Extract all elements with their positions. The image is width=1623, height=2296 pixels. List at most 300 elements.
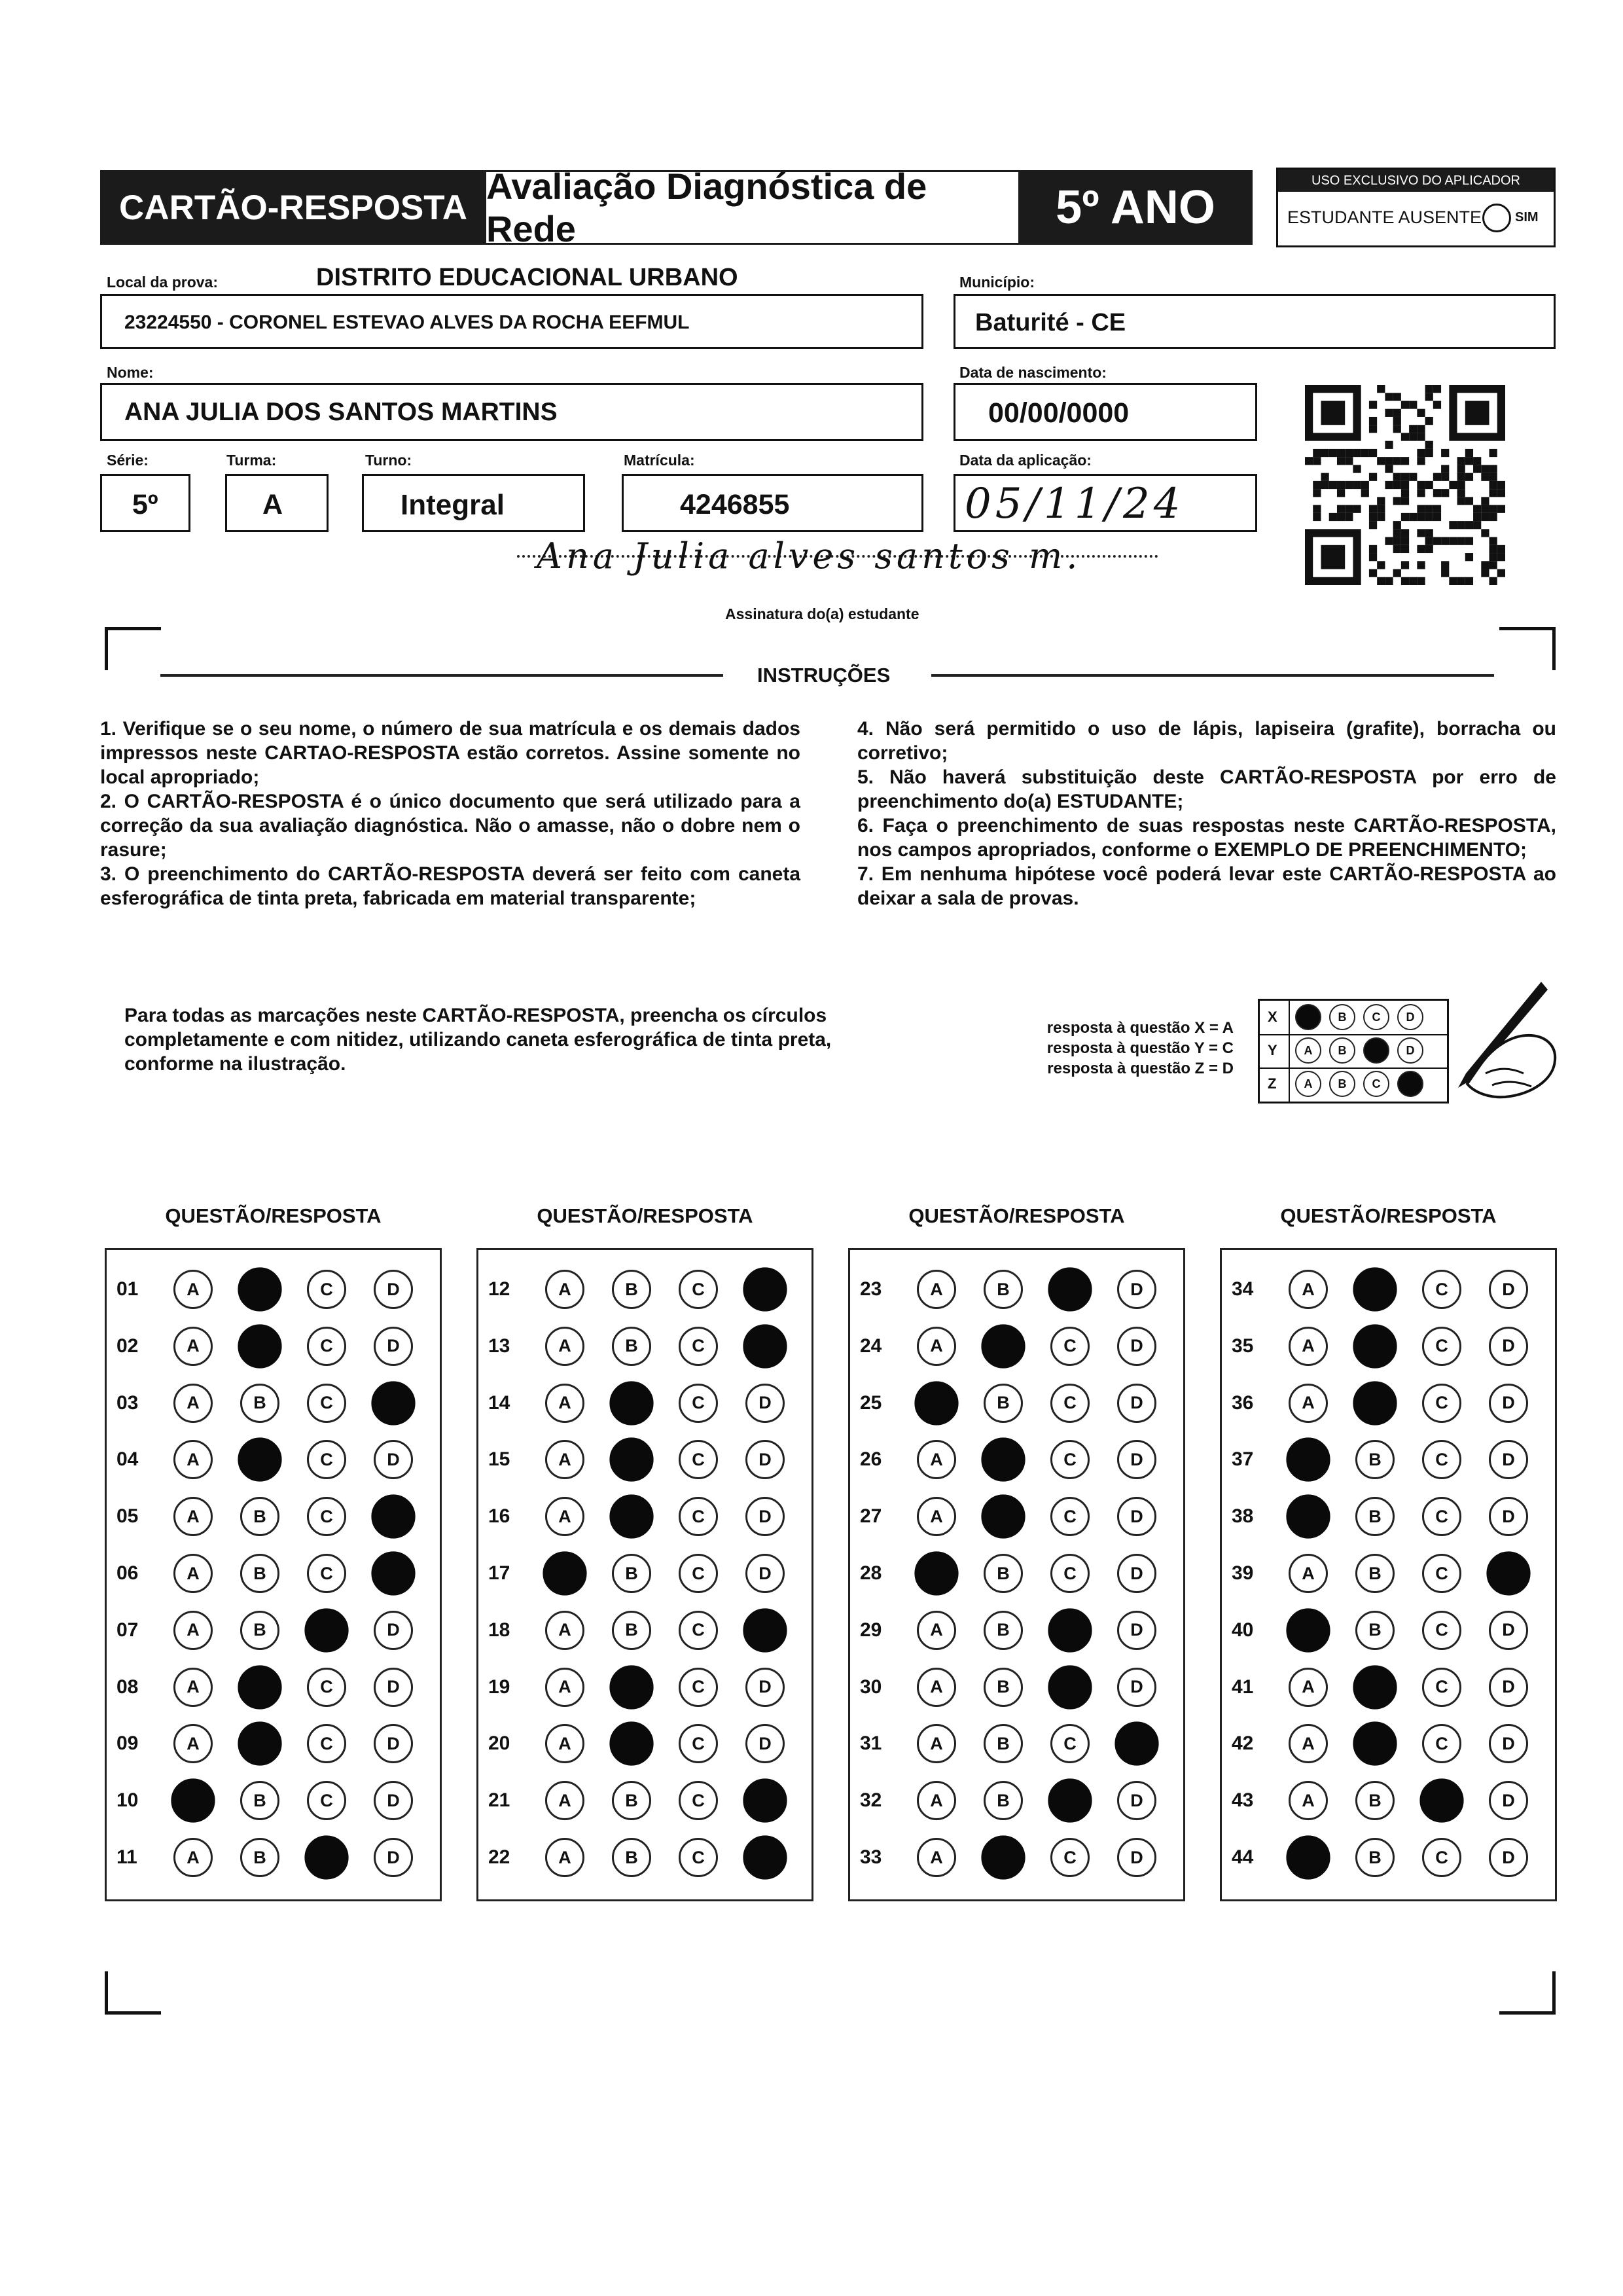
answer-bubble-c[interactable]: C xyxy=(307,1327,346,1366)
question-number: 03 xyxy=(116,1391,139,1414)
answer-bubble-b[interactable]: B xyxy=(612,1838,651,1877)
answer-bubble-c[interactable]: C xyxy=(1422,1554,1461,1593)
answer-bubble-a[interactable]: A xyxy=(173,1724,213,1763)
answer-bubble-c[interactable]: C xyxy=(679,1440,718,1479)
answer-bubble-a[interactable]: A xyxy=(1286,1438,1330,1482)
question-number: 26 xyxy=(860,1448,882,1471)
answer-bubble-c[interactable]: C xyxy=(1422,1838,1461,1877)
example-row-label: X xyxy=(1268,1009,1277,1025)
answer-bubble-c[interactable]: C xyxy=(1422,1270,1461,1309)
example-bubble-b: B xyxy=(1329,1004,1355,1030)
answer-bubble-c[interactable]: C xyxy=(304,1835,348,1879)
answer-bubble-a[interactable]: A xyxy=(917,1838,956,1877)
answer-bubble-d[interactable]: D xyxy=(374,1270,413,1309)
answer-bubble-b[interactable]: B xyxy=(1353,1324,1397,1368)
column-title: QUESTÃO/RESPOSTA xyxy=(165,1204,382,1227)
answer-bubble-d[interactable]: D xyxy=(1489,1440,1528,1479)
question-number: 20 xyxy=(488,1732,510,1755)
answer-bubble-b[interactable]: B xyxy=(612,1327,651,1366)
answer-bubble-b[interactable]: B xyxy=(612,1270,651,1309)
answer-bubble-d[interactable]: D xyxy=(1489,1497,1528,1536)
student-name: ANA JULIA DOS SANTOS MARTINS xyxy=(124,398,558,426)
instruction-item: 5. Não haverá substituição deste CARTÃO-RESPOSTA por erro de preenchimento do(a) ESTUDANTE; xyxy=(857,766,1556,812)
answer-bubble-d[interactable]: D xyxy=(371,1381,415,1425)
question-number: 25 xyxy=(860,1391,882,1414)
answer-bubble-b[interactable]: B xyxy=(609,1665,653,1709)
answer-bubble-b[interactable]: B xyxy=(984,1724,1023,1763)
answer-bubble-d[interactable]: D xyxy=(1489,1668,1528,1707)
answer-bubble-d[interactable]: D xyxy=(745,1384,785,1423)
answer-bubble-a[interactable]: A xyxy=(917,1781,956,1820)
answer-bubble-d[interactable]: D xyxy=(1117,1838,1156,1877)
answer-bubble-d[interactable]: D xyxy=(1117,1668,1156,1707)
question-number: 31 xyxy=(860,1732,882,1755)
answer-bubble-b[interactable]: B xyxy=(1355,1440,1395,1479)
answer-bubble-d[interactable]: D xyxy=(745,1440,785,1479)
answer-bubble-d[interactable]: D xyxy=(1486,1551,1530,1595)
shift-field xyxy=(362,474,585,532)
answer-bubble-a[interactable]: A xyxy=(914,1381,958,1425)
answer-bubble-c[interactable]: C xyxy=(1419,1779,1463,1823)
answer-bubble-b[interactable]: B xyxy=(981,1438,1025,1482)
column-title: QUESTÃO/RESPOSTA xyxy=(537,1204,753,1227)
absent-checkbox[interactable] xyxy=(1482,204,1511,232)
column-title: QUESTÃO/RESPOSTA xyxy=(1280,1204,1497,1227)
answer-bubble-c[interactable]: C xyxy=(307,1554,346,1593)
answer-bubble-b[interactable]: B xyxy=(984,1781,1023,1820)
answer-bubble-a[interactable]: A xyxy=(917,1668,956,1707)
answer-bubble-a[interactable]: A xyxy=(917,1724,956,1763)
answer-bubble-d[interactable]: D xyxy=(1117,1554,1156,1593)
answer-bubble-a[interactable]: A xyxy=(545,1724,584,1763)
answer-bubble-a[interactable]: A xyxy=(1289,1384,1328,1423)
answer-bubble-c[interactable]: C xyxy=(679,1497,718,1536)
question-number: 19 xyxy=(488,1676,510,1698)
answer-bubble-d[interactable]: D xyxy=(743,1324,787,1368)
answer-bubble-b[interactable]: B xyxy=(984,1384,1023,1423)
example-row-label: Z xyxy=(1268,1075,1277,1092)
instructions-left xyxy=(100,717,800,910)
answer-bubble-d[interactable]: D xyxy=(374,1611,413,1650)
question-number: 09 xyxy=(116,1732,139,1755)
answer-bubble-b[interactable]: B xyxy=(984,1270,1023,1309)
birthdate-field xyxy=(954,383,1257,441)
answer-bubble-c[interactable]: C xyxy=(307,1781,346,1820)
answer-bubble-a[interactable]: A xyxy=(545,1384,584,1423)
answer-bubble-a[interactable]: A xyxy=(917,1440,956,1479)
pen-hand-icon xyxy=(1407,975,1558,1106)
answer-bubble-c[interactable]: C xyxy=(1048,1267,1092,1311)
answer-bubble-a[interactable]: A xyxy=(1289,1270,1328,1309)
answer-bubble-b[interactable]: B xyxy=(984,1611,1023,1650)
answer-bubble-a[interactable]: A xyxy=(545,1838,584,1877)
answer-bubble-d[interactable]: D xyxy=(743,1779,787,1823)
qr-code xyxy=(1305,385,1505,585)
example-line: resposta à questão Z = D xyxy=(1047,1060,1234,1077)
answer-bubble-d[interactable]: D xyxy=(374,1440,413,1479)
answer-bubble-c[interactable]: C xyxy=(307,1384,346,1423)
answer-bubble-a[interactable]: A xyxy=(173,1384,213,1423)
answer-bubble-a[interactable]: A xyxy=(545,1270,584,1309)
application-date-value: 05/11/24 xyxy=(965,480,1185,528)
instruction-item: 4. Não será permitido o uso de lápis, lapiseira (grafite), borracha ou corretivo; xyxy=(857,718,1556,764)
example-col-divider xyxy=(1289,1001,1290,1102)
answer-bubble-c[interactable]: C xyxy=(304,1608,348,1652)
answer-bubble-c[interactable]: C xyxy=(1048,1608,1092,1652)
answer-bubble-d[interactable]: D xyxy=(745,1668,785,1707)
series-value: 5º xyxy=(132,489,158,520)
example-bubble-c: C xyxy=(1363,1071,1389,1097)
answer-bubble-b[interactable]: B xyxy=(240,1781,279,1820)
answer-bubble-c[interactable]: C xyxy=(1422,1440,1461,1479)
answer-bubble-a[interactable]: A xyxy=(545,1440,584,1479)
answer-bubble-a[interactable]: A xyxy=(545,1781,584,1820)
question-number: 16 xyxy=(488,1505,510,1528)
answer-bubble-b[interactable]: B xyxy=(240,1497,279,1536)
answer-bubble-d[interactable]: D xyxy=(1117,1270,1156,1309)
answer-bubble-b[interactable]: B xyxy=(1353,1665,1397,1709)
answer-bubble-c[interactable]: C xyxy=(1050,1327,1090,1366)
example-bubble-d: D xyxy=(1397,1071,1423,1097)
absent-label: ESTUDANTE AUSENTE xyxy=(1287,207,1482,227)
answer-bubble-a[interactable]: A xyxy=(1289,1724,1328,1763)
series-label: Série: xyxy=(107,452,149,469)
question-number: 34 xyxy=(1232,1278,1254,1300)
answer-bubble-a[interactable]: A xyxy=(1286,1608,1330,1652)
example-bubble-a: A xyxy=(1295,1037,1321,1064)
question-number: 35 xyxy=(1232,1335,1254,1357)
student-signature: Ana Julia alves santos m. xyxy=(537,535,1082,577)
answer-bubble-b[interactable]: B xyxy=(609,1722,653,1766)
answer-bubble-b[interactable]: B xyxy=(238,1267,281,1311)
question-number: 23 xyxy=(860,1278,882,1300)
answer-bubble-c[interactable]: C xyxy=(679,1554,718,1593)
birthdate-label: Data de nascimento: xyxy=(959,364,1107,381)
application-date-field xyxy=(954,474,1257,532)
answer-bubble-b[interactable]: B xyxy=(612,1781,651,1820)
answer-bubble-a[interactable]: A xyxy=(1289,1781,1328,1820)
fill-note: Para todas as marcações neste CARTÃO-RESPOSTA, preencha os círculos completamente e com nitidez, utilizando caneta esferográfica de tinta preta, conforme na ilustração. xyxy=(124,1005,832,1075)
grade-badge: 5º ANO xyxy=(1018,170,1253,245)
question-number: 24 xyxy=(860,1335,882,1357)
answer-bubble-b[interactable]: B xyxy=(1355,1554,1395,1593)
answer-bubble-b[interactable]: B xyxy=(1355,1497,1395,1536)
answer-bubble-c[interactable]: C xyxy=(307,1724,346,1763)
answer-bubble-a[interactable]: A xyxy=(543,1551,586,1595)
answer-bubble-c[interactable]: C xyxy=(1422,1384,1461,1423)
enrollment-label: Matrícula: xyxy=(624,452,695,469)
answer-bubble-a[interactable]: A xyxy=(173,1554,213,1593)
answer-bubble-b[interactable]: B xyxy=(240,1554,279,1593)
answer-bubble-a[interactable]: A xyxy=(173,1497,213,1536)
answer-bubble-d[interactable]: D xyxy=(1489,1838,1528,1877)
answer-bubble-a[interactable]: A xyxy=(545,1611,584,1650)
answer-bubble-c[interactable]: C xyxy=(1422,1497,1461,1536)
corner-mark-bottom-right xyxy=(1499,1971,1556,2015)
class-value: A xyxy=(262,489,283,520)
question-number: 17 xyxy=(488,1562,510,1584)
answer-bubble-d[interactable]: D xyxy=(1489,1327,1528,1366)
question-number: 29 xyxy=(860,1619,882,1641)
answer-bubble-b[interactable]: B xyxy=(609,1438,653,1482)
instructions-title: INSTRUÇÕES xyxy=(757,664,891,687)
answer-bubble-c[interactable]: C xyxy=(1050,1440,1090,1479)
question-number: 06 xyxy=(116,1562,139,1584)
enrollment-value: 4246855 xyxy=(680,489,790,520)
question-number: 11 xyxy=(116,1846,137,1868)
answer-bubble-a[interactable]: A xyxy=(545,1327,584,1366)
answer-bubble-a[interactable]: A xyxy=(173,1270,213,1309)
question-number: 22 xyxy=(488,1846,510,1868)
answer-bubble-a[interactable]: A xyxy=(1286,1495,1330,1539)
name-field xyxy=(100,383,923,441)
municipality-label: Município: xyxy=(959,274,1035,291)
answer-bubble-b[interactable]: B xyxy=(1353,1381,1397,1425)
answer-bubble-d[interactable]: D xyxy=(1117,1327,1156,1366)
instructions-right xyxy=(857,717,1556,910)
answer-bubble-a[interactable]: A xyxy=(1289,1327,1328,1366)
municipality-field xyxy=(954,294,1556,349)
example-bubble-a: A xyxy=(1295,1071,1321,1097)
question-number: 41 xyxy=(1232,1676,1254,1698)
example-line: resposta à questão X = A xyxy=(1046,1019,1234,1037)
answer-bubble-a[interactable]: A xyxy=(917,1611,956,1650)
answer-bubble-a[interactable]: A xyxy=(917,1497,956,1536)
school-name: 23224550 - CORONEL ESTEVAO ALVES DA ROCHA EEFMUL xyxy=(124,312,690,333)
shift-label: Turno: xyxy=(365,452,412,469)
answer-bubble-c[interactable]: C xyxy=(307,1497,346,1536)
instruction-item: 3. O preenchimento do CARTÃO-RESPOSTA deverá ser feito com caneta esferográfica de tinta preta, fabricada em material transparente; xyxy=(100,863,800,909)
example-bubble-d: D xyxy=(1397,1037,1423,1064)
question-number: 38 xyxy=(1232,1505,1254,1528)
instructions-rule-right xyxy=(931,674,1494,677)
question-number: 04 xyxy=(116,1448,139,1471)
answer-bubble-a[interactable]: A xyxy=(917,1270,956,1309)
answer-bubble-d[interactable]: D xyxy=(374,1327,413,1366)
enrollment-field xyxy=(622,474,923,532)
applicator-box xyxy=(1276,168,1556,247)
answer-bubble-a[interactable]: A xyxy=(173,1668,213,1707)
answer-bubble-c[interactable]: C xyxy=(307,1440,346,1479)
answer-bubble-c[interactable]: C xyxy=(1048,1779,1092,1823)
answer-bubble-d[interactable]: D xyxy=(1117,1781,1156,1820)
answer-bubble-b[interactable]: B xyxy=(240,1838,279,1877)
question-number: 28 xyxy=(860,1562,882,1584)
example-line: resposta à questão Y = C xyxy=(1046,1039,1234,1057)
question-number: 39 xyxy=(1232,1562,1254,1584)
answer-bubble-d[interactable]: D xyxy=(1489,1270,1528,1309)
answer-bubble-d[interactable]: D xyxy=(1117,1384,1156,1423)
answer-bubble-d[interactable]: D xyxy=(374,1724,413,1763)
district-name: DISTRITO EDUCACIONAL URBANO xyxy=(316,264,738,291)
class-field xyxy=(225,474,329,532)
card-label: CARTÃO-RESPOSTA xyxy=(100,170,486,245)
answer-bubble-b[interactable]: B xyxy=(981,1324,1025,1368)
exam-location-label: Local da prova: xyxy=(107,274,218,291)
example-bubble-d: D xyxy=(1397,1004,1423,1030)
question-number: 30 xyxy=(860,1676,882,1698)
question-number: 07 xyxy=(116,1619,139,1641)
example-bubble-b: B xyxy=(1329,1071,1355,1097)
answer-bubble-b[interactable]: B xyxy=(238,1722,281,1766)
answer-bubble-c[interactable]: C xyxy=(679,1270,718,1309)
answer-bubble-a[interactable]: A xyxy=(1289,1554,1328,1593)
applicator-title: USO EXCLUSIVO DO APLICADOR xyxy=(1278,170,1554,192)
answer-bubble-c[interactable]: C xyxy=(679,1384,718,1423)
example-row-label: Y xyxy=(1268,1042,1277,1058)
answer-bubble-b[interactable]: B xyxy=(238,1324,281,1368)
answer-bubble-d[interactable]: D xyxy=(743,1267,787,1311)
answer-bubble-d[interactable]: D xyxy=(745,1724,785,1763)
municipality-value: Baturité - CE xyxy=(975,309,1126,336)
answer-bubble-d[interactable]: D xyxy=(1489,1611,1528,1650)
answer-bubble-b[interactable]: B xyxy=(1353,1722,1397,1766)
column-title: QUESTÃO/RESPOSTA xyxy=(908,1204,1125,1227)
answer-bubble-b[interactable]: B xyxy=(612,1554,651,1593)
question-number: 05 xyxy=(116,1505,139,1528)
answer-bubble-a[interactable]: A xyxy=(173,1611,213,1650)
answer-bubble-a[interactable]: A xyxy=(171,1779,215,1823)
question-number: 42 xyxy=(1232,1732,1254,1755)
instructions-rule-left xyxy=(160,674,723,677)
question-number: 43 xyxy=(1232,1789,1254,1812)
example-bubble-c: C xyxy=(1363,1037,1389,1064)
question-number: 44 xyxy=(1232,1846,1254,1868)
answer-bubble-d[interactable]: D xyxy=(743,1608,787,1652)
question-number: 21 xyxy=(488,1789,510,1812)
answer-bubble-c[interactable]: C xyxy=(679,1781,718,1820)
answer-bubble-a[interactable]: A xyxy=(545,1668,584,1707)
answer-bubble-d[interactable]: D xyxy=(374,1781,413,1820)
answer-bubble-d[interactable]: D xyxy=(745,1497,785,1536)
answer-bubble-c[interactable]: C xyxy=(679,1838,718,1877)
answer-bubble-b[interactable]: B xyxy=(981,1495,1025,1539)
answer-bubble-d[interactable]: D xyxy=(743,1835,787,1879)
answer-bubble-b[interactable]: B xyxy=(1355,1781,1395,1820)
question-number: 10 xyxy=(116,1789,139,1812)
question-number: 32 xyxy=(860,1789,882,1812)
answer-bubble-c[interactable]: C xyxy=(307,1270,346,1309)
answer-bubble-d[interactable]: D xyxy=(371,1551,415,1595)
exam-title: Avaliação Diagnóstica de Rede xyxy=(486,170,1018,245)
answer-bubble-a[interactable]: A xyxy=(1289,1668,1328,1707)
series-field xyxy=(100,474,190,532)
answer-bubble-c[interactable]: C xyxy=(1050,1838,1090,1877)
corner-mark-top-left xyxy=(105,627,161,670)
answer-bubble-d[interactable]: D xyxy=(1489,1781,1528,1820)
corner-mark-bottom-left xyxy=(105,1971,161,2015)
question-number: 14 xyxy=(488,1391,510,1414)
answer-bubble-b[interactable]: B xyxy=(1355,1611,1395,1650)
shift-value: Integral xyxy=(401,489,505,521)
birthdate-value: 00/00/0000 xyxy=(988,397,1130,429)
answer-bubble-d[interactable]: D xyxy=(374,1668,413,1707)
instruction-item: 6. Faça o preenchimento de suas respostas neste CARTÃO-RESPOSTA, nos campos apropriados, conforme o EXEMPLO DE PREENCHIMENTO; xyxy=(857,815,1556,861)
answer-bubble-c[interactable]: C xyxy=(1050,1554,1090,1593)
answer-bubble-d[interactable]: D xyxy=(1117,1440,1156,1479)
answer-bubble-d[interactable]: D xyxy=(1489,1384,1528,1423)
instruction-item: 1. Verifique se o seu nome, o número de sua matrícula e os demais dados impressos neste CARTAO-RESPOSTA estão corretos. Assine somente no local apropriado; xyxy=(100,718,800,788)
example-bubble-c: C xyxy=(1363,1004,1389,1030)
answer-bubble-c[interactable]: C xyxy=(1422,1724,1461,1763)
answer-bubble-c[interactable]: C xyxy=(1422,1668,1461,1707)
answer-bubble-b[interactable]: B xyxy=(609,1381,653,1425)
answer-bubble-b[interactable]: B xyxy=(238,1665,281,1709)
question-number: 36 xyxy=(1232,1391,1254,1414)
question-number: 13 xyxy=(488,1335,510,1357)
answer-bubble-c[interactable]: C xyxy=(1048,1665,1092,1709)
answer-bubble-d[interactable]: D xyxy=(371,1495,415,1539)
question-number: 02 xyxy=(116,1335,139,1357)
answer-bubble-c[interactable]: C xyxy=(679,1327,718,1366)
instruction-item: 2. O CARTÃO-RESPOSTA é o único documento que será utilizado para a correção da sua avaliação diagnóstica. Não o amasse, não o dobre nem o rasure; xyxy=(100,791,800,861)
question-number: 33 xyxy=(860,1846,882,1868)
answer-bubble-a[interactable]: A xyxy=(1286,1835,1330,1879)
answer-bubble-c[interactable]: C xyxy=(1050,1724,1090,1763)
answer-bubble-b[interactable]: B xyxy=(240,1384,279,1423)
example-bubble-b: B xyxy=(1329,1037,1355,1064)
answer-bubble-c[interactable]: C xyxy=(1050,1384,1090,1423)
answer-bubble-a[interactable]: A xyxy=(173,1838,213,1877)
answer-bubble-c[interactable]: C xyxy=(1050,1497,1090,1536)
answer-bubble-a[interactable]: A xyxy=(914,1551,958,1595)
answer-bubble-a[interactable]: A xyxy=(173,1440,213,1479)
answer-bubble-a[interactable]: A xyxy=(917,1327,956,1366)
question-number: 27 xyxy=(860,1505,882,1528)
example-bubble-a: A xyxy=(1295,1004,1321,1030)
school-field xyxy=(100,294,923,349)
answer-bubble-a[interactable]: A xyxy=(173,1327,213,1366)
answer-bubble-b[interactable]: B xyxy=(984,1668,1023,1707)
question-number: 40 xyxy=(1232,1619,1254,1641)
question-number: 37 xyxy=(1232,1448,1254,1471)
name-label: Nome: xyxy=(107,364,154,381)
answer-bubble-a[interactable]: A xyxy=(545,1497,584,1536)
question-number: 08 xyxy=(116,1676,139,1698)
instruction-item: 7. Em nenhuma hipótese você poderá levar este CARTÃO-RESPOSTA ao deixar a sala de provas. xyxy=(857,863,1556,909)
answer-bubble-d[interactable]: D xyxy=(1117,1497,1156,1536)
answer-bubble-b[interactable]: B xyxy=(240,1611,279,1650)
answer-bubble-d[interactable]: D xyxy=(1489,1724,1528,1763)
signature-label: Assinatura do(a) estudante xyxy=(725,605,919,622)
answer-bubble-b[interactable]: B xyxy=(238,1438,281,1482)
answer-bubble-b[interactable]: B xyxy=(609,1495,653,1539)
answer-bubble-c[interactable]: C xyxy=(679,1611,718,1650)
question-number: 18 xyxy=(488,1619,510,1641)
answer-bubble-d[interactable]: D xyxy=(1117,1611,1156,1650)
answer-bubble-d[interactable]: D xyxy=(374,1838,413,1877)
example-legend xyxy=(1021,1018,1234,1079)
corner-mark-top-right xyxy=(1499,627,1556,670)
question-number: 12 xyxy=(488,1278,510,1300)
answer-bubble-d[interactable]: D xyxy=(1115,1722,1158,1766)
answer-bubble-c[interactable]: C xyxy=(307,1668,346,1707)
question-number: 01 xyxy=(116,1278,139,1300)
answer-bubble-c[interactable]: C xyxy=(679,1668,718,1707)
answer-bubble-c[interactable]: C xyxy=(1422,1327,1461,1366)
answer-bubble-b[interactable]: B xyxy=(984,1554,1023,1593)
answer-bubble-b[interactable]: B xyxy=(1353,1267,1397,1311)
answer-bubble-c[interactable]: C xyxy=(679,1724,718,1763)
answer-bubble-c[interactable]: C xyxy=(1422,1611,1461,1650)
question-number: 15 xyxy=(488,1448,510,1471)
answer-bubble-d[interactable]: D xyxy=(745,1554,785,1593)
application-date-label: Data da aplicação: xyxy=(959,452,1092,469)
answer-bubble-b[interactable]: B xyxy=(612,1611,651,1650)
answer-bubble-b[interactable]: B xyxy=(1355,1838,1395,1877)
class-label: Turma: xyxy=(226,452,277,469)
answer-bubble-b[interactable]: B xyxy=(981,1835,1025,1879)
